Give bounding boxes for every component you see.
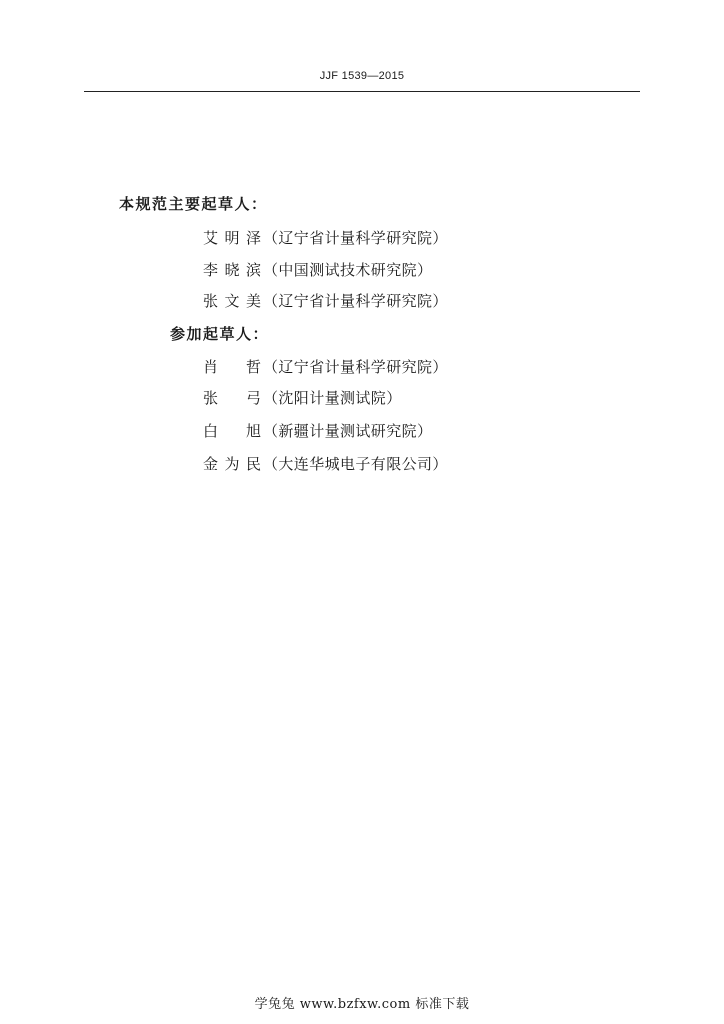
drafter-name: 艾明泽 — [203, 229, 261, 247]
drafter-organization: （辽宁省计量科学研究院） — [263, 292, 448, 310]
main-drafters-heading: 本规范主要起草人： — [119, 195, 268, 213]
participant-name: 金为民 — [203, 455, 261, 473]
drafter-name: 李晓滨 — [203, 261, 261, 279]
footer-watermark: 学兔兔 www.bzfxw.com 标准下载 — [254, 997, 470, 1012]
drafter-row — [203, 259, 432, 280]
participant-name: 肖 哲 — [203, 358, 261, 376]
participant-organization: （大连华城电子有限公司） — [263, 455, 448, 473]
participant-organization: （新疆计量测试研究院） — [263, 422, 433, 440]
participant-organization: （沈阳计量测试院） — [263, 389, 402, 407]
standard-code: JJF 1539—2015 — [319, 70, 405, 82]
participant-row — [203, 356, 448, 377]
participant-organization: （辽宁省计量科学研究院） — [263, 358, 448, 376]
drafter-organization: （辽宁省计量科学研究院） — [263, 229, 448, 247]
participant-row — [203, 420, 432, 441]
drafter-row — [203, 227, 448, 248]
participant-name: 张 弓 — [203, 389, 261, 407]
drafter-row — [203, 290, 448, 311]
drafter-organization: （中国测试技术研究院） — [263, 261, 433, 279]
header-divider — [84, 91, 640, 92]
participating-drafters-heading: 参加起草人： — [170, 325, 270, 343]
participant-row — [203, 387, 402, 408]
participant-name: 白 旭 — [203, 422, 261, 440]
participant-row — [203, 453, 448, 474]
drafter-name: 张文美 — [203, 292, 261, 310]
